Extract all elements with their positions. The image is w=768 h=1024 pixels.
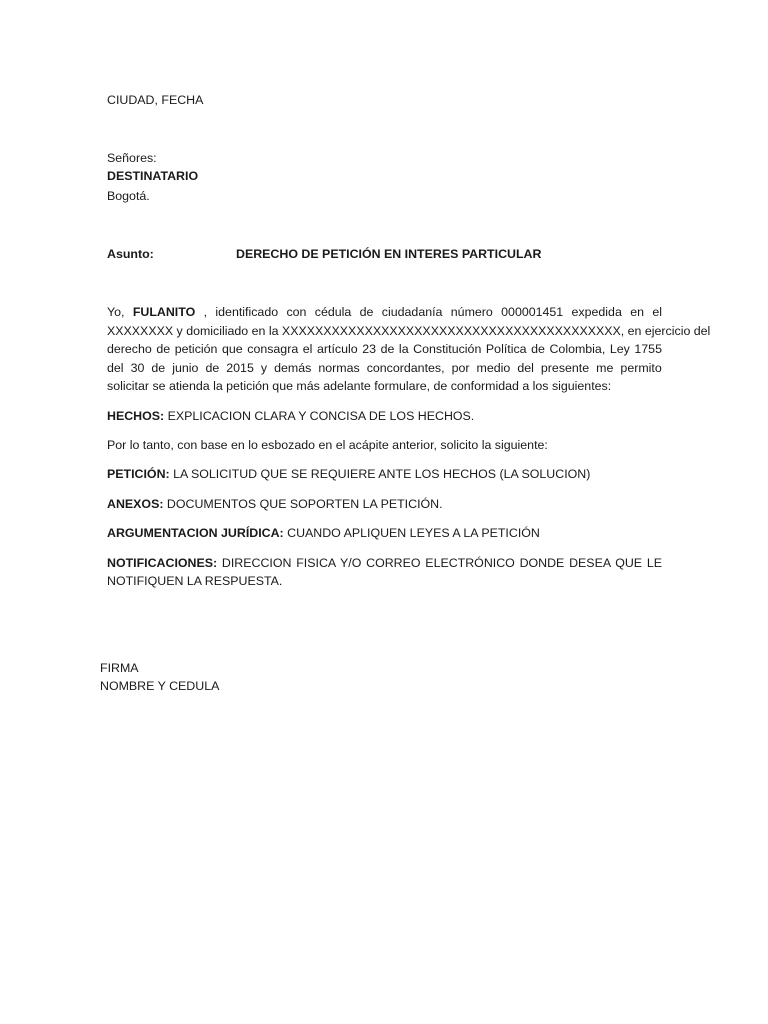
intro-line1-suffix: , identificado con cédula de ciudadanía número 000001451 expedida en el [195, 305, 662, 319]
peticion-section [107, 465, 662, 483]
recipient-salutation: Señores: [107, 151, 157, 165]
intro-line-2: XXXXXXXX y domiciliado en la XXXXXXXXXXXXXXXXXXXXXXXXXXXXXXXXXXXXXXXXX, en ejercicio del [107, 323, 711, 338]
subject-text: DERECHO DE PETICIÓN EN INTERES PARTICULAR [236, 247, 542, 261]
intro-paragraph [107, 303, 711, 396]
notificaciones-section [107, 554, 662, 590]
hechos-label: HECHOS: [107, 409, 165, 423]
argumentacion-section [107, 524, 662, 542]
argumentacion-label: ARGUMENTACION JURÍDICA: [107, 526, 284, 540]
signature-name-id: NOMBRE Y CEDULA [100, 679, 220, 693]
anexos-label: ANEXOS: [107, 497, 164, 511]
notificaciones-text: DIRECCION FISICA Y/O CORREO ELECTRÓNICO DONDE DESEA QUE LE [217, 556, 662, 570]
argumentacion-text: CUANDO APLIQUEN LEYES A LA PETICIÓN [283, 526, 540, 540]
intro-line-4: del 30 de junio de 2015 y demás normas concordantes, por medio del presente me permito [107, 360, 662, 375]
city-date: CIUDAD, FECHA [107, 93, 204, 107]
recipient-name: DESTINATARIO [107, 169, 199, 183]
hechos-section [107, 407, 662, 425]
intro-line-3: derecho de petición que consagra el artículo 23 de la Constitución Política de Colombia, Ley 1755 [107, 342, 662, 356]
anexos-text: DOCUMENTOS QUE SOPORTEN LA PETICIÓN. [163, 497, 443, 511]
intro-line-5: solicitar se atienda la petición que más adelante formulare, de conformidad a los siguientes: [107, 379, 612, 393]
peticion-label: PETICIÓN: [107, 467, 170, 481]
notificaciones-line-1 [107, 554, 662, 572]
notificaciones-line-2: NOTIFIQUEN LA RESPUESTA. [107, 574, 283, 588]
recipient-city: Bogotá. [107, 189, 150, 203]
hechos-text: EXPLICACION CLARA Y CONCISA DE LOS HECHOS. [164, 409, 475, 423]
anexos-section [107, 495, 662, 513]
requester-name: FULANITO [132, 305, 196, 319]
notificaciones-label: NOTIFICACIONES: [107, 556, 218, 570]
transition-text: Por lo tanto, con base en lo esbozado en el acápite anterior, solicito la siguiente: [107, 438, 548, 452]
intro-line-1 [107, 303, 662, 322]
subject-label: Asunto: [107, 247, 154, 261]
peticion-text: LA SOLICITUD QUE SE REQUIERE ANTE LOS HECHOS (LA SOLUCION) [169, 467, 591, 481]
signature-firma: FIRMA [100, 661, 139, 675]
intro-prefix: Yo, [107, 305, 133, 319]
